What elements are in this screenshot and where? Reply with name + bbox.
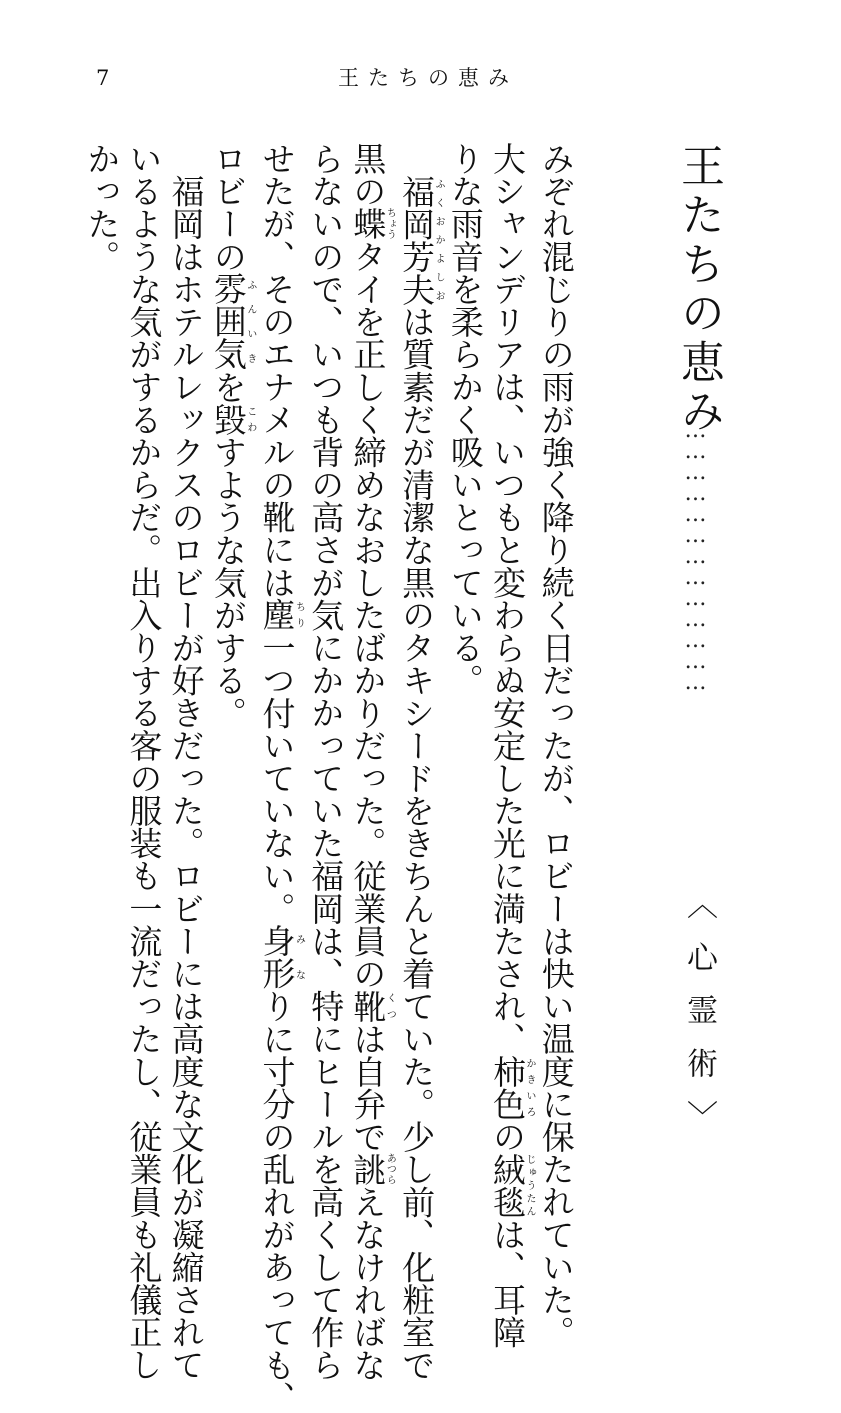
ruby-kowa: 毀こわ (208, 402, 256, 436)
body-line-4: 福岡芳夫ふくおかよしおは質素だが清潔な黒のタキシードをきちんと着ていた。少し前、化粧室で (397, 174, 445, 1381)
page-number: 7 (96, 66, 110, 90)
body-line-3: りな雨音を柔らかく吸いとっている。 (445, 142, 485, 697)
ruby-juutan: 絨毯じゅうたん (488, 1152, 536, 1218)
ruby-kutsu: 靴くつ (348, 989, 396, 1023)
ruby-mina: 身形みな (257, 924, 305, 990)
body-line-10: いるような気がするからだ。出入りする客の服装も一流だったし、従業員も礼儀正し (124, 142, 164, 1381)
chapter-title: 王たちの恵み (673, 143, 724, 437)
body-line-5: 黒の蝶ちょうタイを正しく締めなおしたばかりだった。従業員の靴くつは自弁で誂あつらえなければな (348, 142, 396, 1381)
body-line-9: 福岡はホテルレックスのロビーが好きだった。ロビーには高度な文化が凝縮されて (166, 174, 206, 1381)
series-label: 〈心霊術〉 (681, 888, 717, 1153)
body-line-7: せたが、そのエナメルの靴には塵ちり一つ付いていない。身形みなりに寸分の乱れがあっても、 (257, 142, 305, 1413)
ruby-fukuoka: 福岡芳夫ふくおかよしお (397, 174, 445, 306)
ruby-kakiiro: 柿色かきいろ (488, 1054, 536, 1121)
body-line-2: 大シャンデリアは、いつもと変わらぬ安定した光に満たされ、柿色かきいろの絨毯じゅうたんは、耳障 (488, 142, 536, 1349)
ruby-chiri: 塵ちり (257, 598, 305, 632)
ruby-fun-iki: 雰囲気ふんいき (208, 272, 256, 371)
body-text (80, 142, 577, 1413)
title-leader-dots: ………………………………… (683, 418, 708, 691)
running-title: 王たちの恵み (338, 66, 518, 90)
body-line-1: みぞれ混じりの雨が強く降り続く日だったが、ロビーは快い温度に保たれていた。 (536, 142, 576, 1349)
ruby-chou: 蝶ちょう (348, 207, 396, 240)
body-line-6: らないので、いつも背の高さが気にかかっていた福岡は、特にヒールを高くして作ら (306, 142, 346, 1381)
body-line-8: ロビーの雰囲気ふんいきを毀こわすような気がする。 (208, 142, 256, 729)
body-line-11: かった。 (82, 142, 122, 273)
ruby-atsura: 誂あつら (348, 1152, 396, 1186)
